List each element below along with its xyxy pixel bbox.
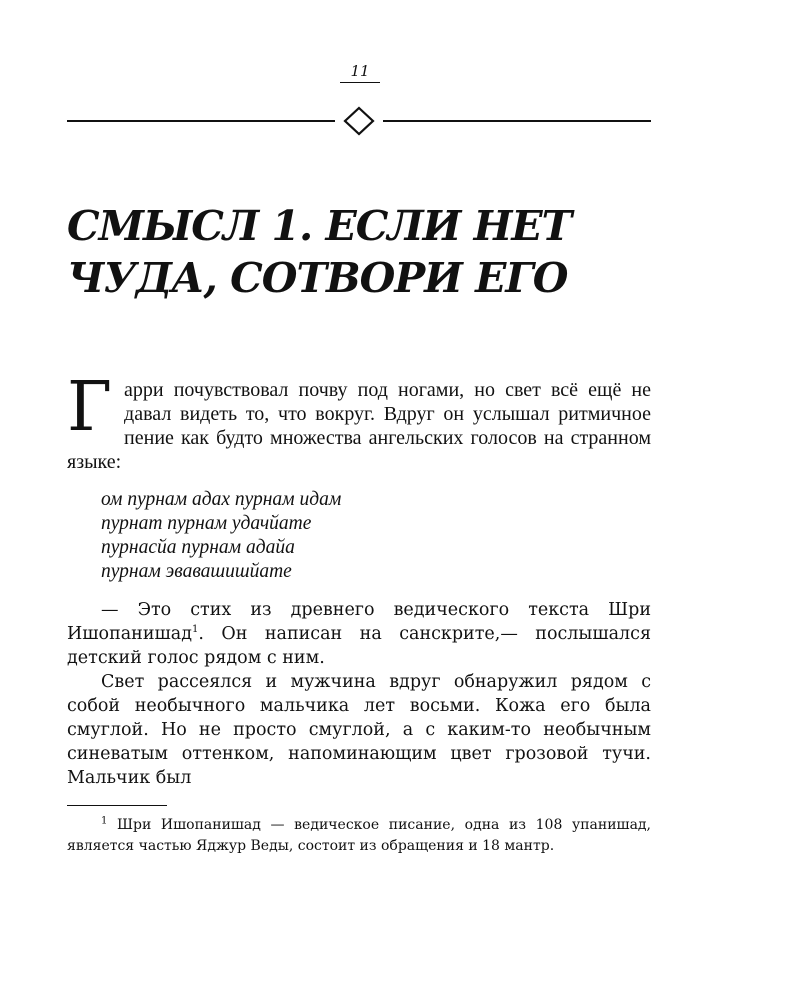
footnote-text: Шри Ишопанишад — ведическое писание, одна из 108 упанишад, является частью Яджур Веды, состоит из обращения и 18 мантр. <box>67 817 651 854</box>
dialog-paragraph <box>67 598 651 670</box>
verse-line: пурнат пурнам удачйате <box>101 513 312 534</box>
diamond-ornament-icon <box>342 106 376 136</box>
chapter-title <box>67 200 667 304</box>
footnote <box>67 815 651 857</box>
footnote-reference[interactable]: 1 <box>191 624 199 636</box>
dialog-text-after-ref: . Он написан на санскрите,— послышался детский голос рядом с ним. <box>67 624 651 668</box>
divider-rule-left <box>67 120 335 122</box>
verse-line: пурнасйа пурнам адайа <box>101 537 295 558</box>
dialog-text-before-ref: — Это стих из древнего ведического текста Шри Ишопанишад <box>67 600 651 644</box>
drop-cap: Г <box>67 368 113 447</box>
footnote-marker: 1 <box>101 815 108 827</box>
narrative-paragraph: Свет рассеялся и мужчина вдруг обнаружил рядом с собой необычного мальчика лет восьми. Кожа его была смуглой. Но не просто смуглой, а с каким-то необычным синеватым оттенком, напоминающим цвет грозовой тучи. Мальчик был <box>67 672 651 788</box>
chapter-title-line-2: ЧУДА, СОТВОРИ ЕГО <box>67 254 568 302</box>
opening-paragraph <box>67 368 651 474</box>
footnote-separator <box>67 805 167 806</box>
divider-rule-right <box>383 120 651 122</box>
page-number: 11 <box>340 62 380 83</box>
verse-line: пурнам эвавашишйате <box>101 561 292 582</box>
body-text <box>67 368 651 790</box>
verse-line: ом пурнам адах пурнам идам <box>101 489 342 510</box>
opening-paragraph-text: арри почувствовал почву под ногами, но свет всё ещё не давал видеть то, что вокруг. Вдруг он услышал ритмичное пение как будто множества ангельских голосов на странном языке: <box>67 379 651 473</box>
ornamental-divider <box>67 106 651 136</box>
verse-block <box>101 488 651 584</box>
chapter-title-line-1: СМЫСЛ 1. ЕСЛИ НЕТ <box>67 202 572 250</box>
